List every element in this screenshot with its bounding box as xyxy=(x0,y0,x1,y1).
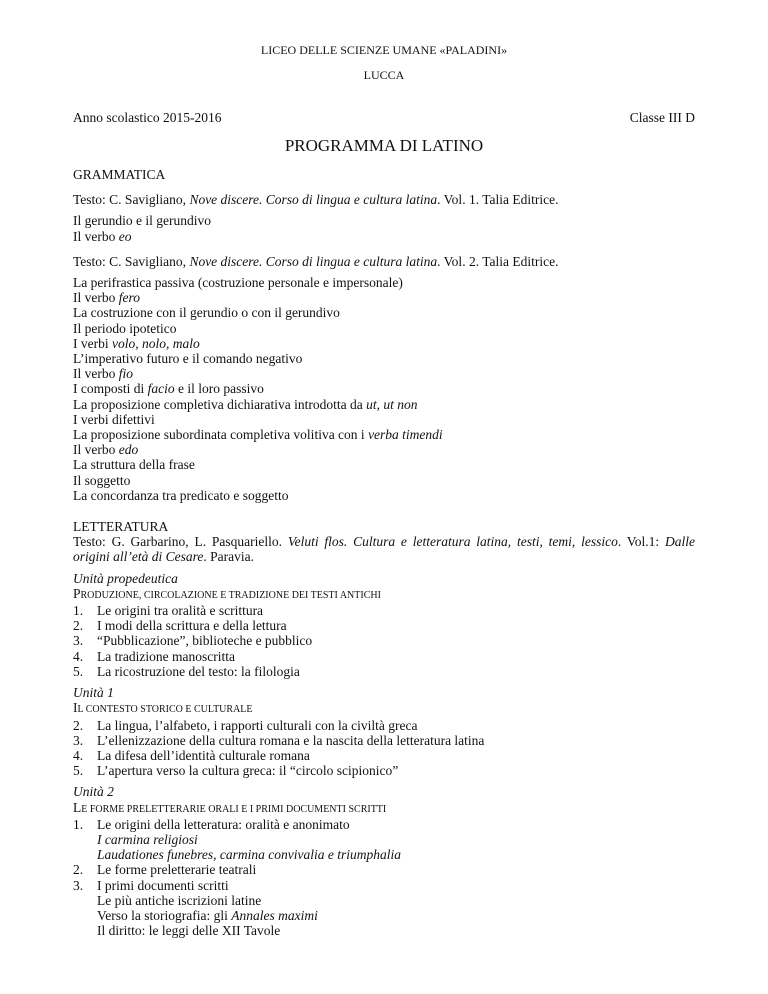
unit-title: LE FORME PRELETTERARIE ORALI E I PRIMI DOCUMENTI SCRITTI xyxy=(73,799,387,815)
grammar-textbook-2 xyxy=(73,254,695,269)
textbook-author: Testo: G. Garbarino, L. Pasquariello. xyxy=(73,534,288,550)
list-subitem: Laudationes funebres, carmina convivalia e triumphalia xyxy=(97,847,401,863)
literature-heading: LETTERATURA xyxy=(73,519,169,535)
textbook-edition: . Vol. 2. Talia Editrice. xyxy=(437,253,559,269)
list-item: 5. L’apertura verso la cultura greca: il “circolo scipionico” xyxy=(73,763,399,779)
list-item: La proposizione subordinata completiva volitiva con i verba timendi xyxy=(73,427,443,443)
page-title: PROGRAMMA DI LATINO xyxy=(284,136,484,155)
grammar-heading: GRAMMATICA xyxy=(73,167,166,182)
list-item: La proposizione completiva dichiarativa introdotta da ut, ut non xyxy=(73,396,418,412)
unit-title: PRODUZIONE, CIRCOLAZIONE E TRADIZIONE DEI TESTI ANTICHI xyxy=(73,585,381,601)
school-city: LUCCA xyxy=(363,68,405,82)
list-item: 2. I modi della scrittura e della lettura xyxy=(73,618,287,634)
list-item: 3. L’ellenizzazione della cultura romana e la nascita della letteratura latina xyxy=(73,732,485,748)
textbook-publisher: . Paravia. xyxy=(203,549,254,565)
list-item: La concordanza tra predicato e soggetto xyxy=(73,487,289,503)
grammar-list-1 xyxy=(73,213,695,243)
textbook-title: Nove discere. Corso di lingua e cultura latina xyxy=(189,192,438,208)
list-item: 2. La lingua, l’alfabeto, i rapporti culturali con la civiltà greca xyxy=(73,717,418,733)
school-name: LICEO DELLE SCIENZE UMANE «PALADINI» xyxy=(260,43,508,57)
textbook-volume: Dalle origini all’età di Cesare xyxy=(73,534,695,565)
textbook-edition: . Vol. 1. Talia Editrice. xyxy=(437,192,559,208)
textbook-author: Testo: C. Savigliano, xyxy=(73,192,190,208)
unit-list xyxy=(73,603,695,679)
list-item: Il gerundio e il gerundivo xyxy=(73,213,211,229)
unit-label: Unità 1 xyxy=(73,685,114,701)
list-subitem: Il diritto: le leggi delle XII Tavole xyxy=(97,923,281,939)
list-item: Il verbo eo xyxy=(73,228,132,244)
list-item: L’imperativo futuro e il comando negativo xyxy=(73,351,303,367)
list-subitem: Verso la storiografia: gli Annales maximi xyxy=(97,907,318,923)
unit-label: Unità propedeutica xyxy=(73,570,178,586)
unit-title: IL CONTESTO STORICO E CULTURALE xyxy=(73,700,253,716)
list-item: I verbi volo, nolo, malo xyxy=(73,335,200,351)
list-item: Il periodo ipotetico xyxy=(73,320,177,336)
list-subitem: I carmina religiosi xyxy=(97,831,198,847)
list-item: I verbi difettivi xyxy=(73,411,155,427)
list-item: 5. La ricostruzione del testo: la filologia xyxy=(73,663,300,679)
list-item: Il verbo fio xyxy=(73,366,133,382)
unit-label: Unità 2 xyxy=(73,784,114,800)
list-item: 4. La difesa dell’identità culturale romana xyxy=(73,747,310,763)
list-item: Il verbo edo xyxy=(73,442,139,458)
grammar-textbook-1 xyxy=(73,192,695,207)
list-item: Il soggetto xyxy=(73,472,131,488)
grammar-list-2 xyxy=(73,275,695,503)
unit-list xyxy=(73,718,695,779)
textbook-title: Veluti flos. Cultura e letteratura latina, testi, temi, lessico xyxy=(287,534,618,550)
textbook-author: Testo: C. Savigliano, xyxy=(73,253,190,269)
unit-list xyxy=(73,817,695,939)
list-item: 3. I primi documenti scritti xyxy=(73,877,229,893)
list-item: 1. Le origini della letteratura: oralità e anonimato xyxy=(73,816,350,832)
list-item: I composti di facio e il loro passivo xyxy=(73,381,264,397)
school-year: Anno scolastico 2015-2016 xyxy=(73,110,222,125)
textbook-title: Nove discere. Corso di lingua e cultura latina xyxy=(189,253,438,269)
list-item: 2. Le forme preletterarie teatrali xyxy=(73,862,257,878)
list-item: 1. Le origini tra oralità e scrittura xyxy=(73,603,264,619)
list-subitem: Le più antiche iscrizioni latine xyxy=(97,892,262,908)
literature-textbook: Testo: G. Garbarino, L. Pasquariello. Veluti flos. Cultura e letteratura latina, testi, temi, lessico. Vol.1: Dalle origini all’età di Cesare. Paravia. xyxy=(73,534,695,565)
list-item: La struttura della frase xyxy=(73,457,195,473)
class-label: Classe III D xyxy=(629,110,695,125)
document-body xyxy=(73,167,695,938)
list-item: Il verbo fero xyxy=(73,290,140,306)
list-item: La perifrastica passiva (costruzione personale e impersonale) xyxy=(73,275,403,291)
list-item: 3. “Pubblicazione”, biblioteche e pubblico xyxy=(73,633,313,649)
list-item: 4. La tradizione manoscritta xyxy=(73,648,235,664)
list-item: La costruzione con il gerundio o con il gerundivo xyxy=(73,305,340,321)
